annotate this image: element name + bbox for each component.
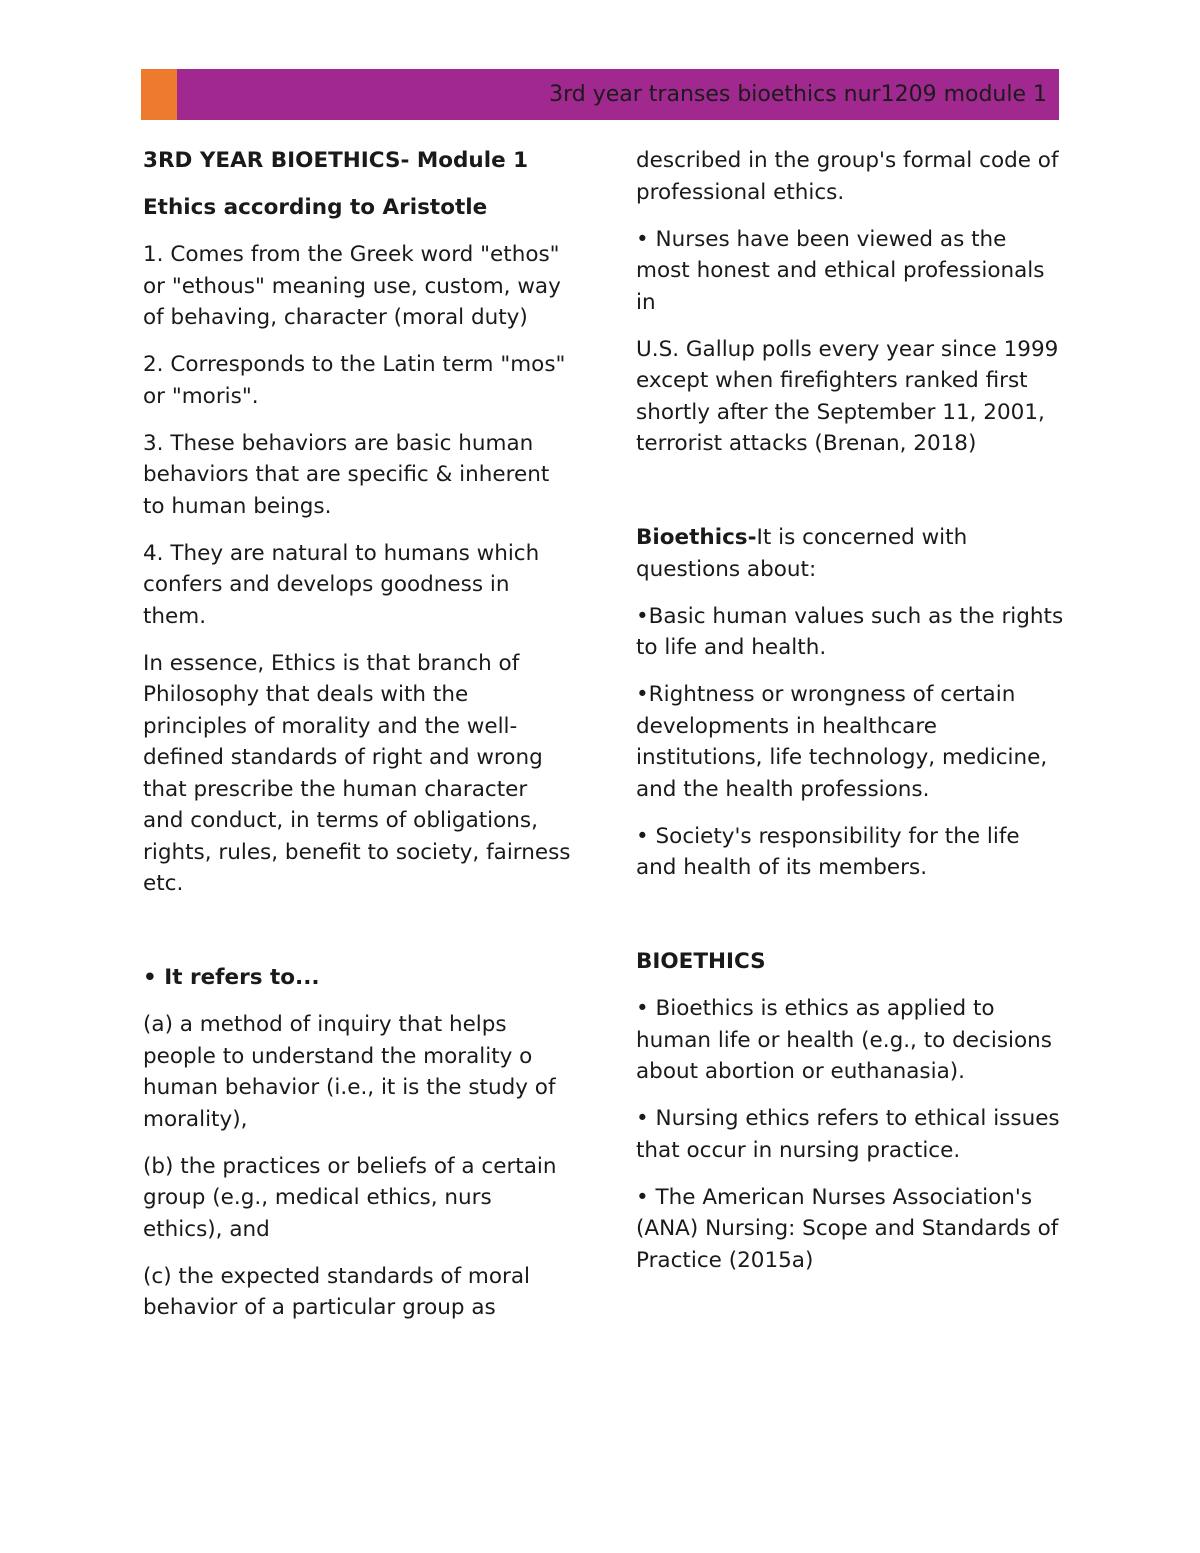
paragraph-2: 2. Corresponds to the Latin term "mos" or "moris". [143,352,566,409]
paragraph-nurses-honest: • Nurses have been viewed as the most honest and ethical professionals in [636,226,1045,315]
paragraph-1: 1. Comes from the Greek word "ethos" or "ethous" meaning use, custom, way of behaving, character (moral duty) [143,242,561,330]
header-title: 3rd year transes bioethics nur1209 module 1 [549,82,1047,107]
header-bar [141,69,1059,120]
section-heading-aristotle: Ethics according to Aristotle [143,195,488,220]
paragraph-essence: In essence, Ethics is that branch of Philosophy that deals with the principles of morality and the well-defined standards of right and wrong that prescribe the human character and conduct, in terms of obligations, rights, rules, benefit to society, fairness etc. [143,650,571,896]
spacer [143,915,573,962]
paragraph-3: 3. These behaviors are basic human behaviors that are specific & inherent to human beings. [143,430,550,519]
right-column [636,145,1066,1292]
bullet-nursing-ethics: • Nursing ethics refers to ethical issues that occur in nursing practice. [636,1106,1060,1163]
left-column [143,145,573,1339]
section-heading-bioethics: BIOETHICS [636,949,766,974]
spacer [636,475,1066,522]
bullet-rightness: •Rightness or wrongness of certain developments in healthcare institutions, life technology, medicine, and the health professions. [636,682,1048,802]
item-c: (c) the expected standards of moral behavior of a particular group as [143,1263,530,1320]
paragraph-4: 4. They are natural to humans which confers and develops goodness in them. [143,540,540,629]
bioethics-label: Bioethics- [636,525,757,550]
paragraph-continued: described in the group's formal code of professional ethics. [636,148,1059,205]
spacer [636,899,1066,946]
document-title: 3RD YEAR BIOETHICS- Module 1 [143,148,529,173]
item-a: (a) a method of inquiry that helps people to understand the morality o human behavior (i.e., it is the study of morality), [143,1012,556,1132]
bullet-bioethics-applied: • Bioethics is ethics as applied to human life or health (e.g., to decisions about abortion or euthanasia). [636,996,1052,1084]
bioethics-text: It is concerned with questions about: [636,525,968,582]
bullet-society: • Society's responsibility for the life and health of its members. [636,823,1020,880]
bullet-human-values: •Basic human values such as the rights to life and health. [636,603,1064,660]
header-accent [141,69,177,120]
paragraph-bioethics-def [636,522,1066,585]
refers-heading: • It refers to... [143,965,320,990]
item-b: (b) the practices or beliefs of a certain group (e.g., medical ethics, nurs ethics), and [143,1153,557,1242]
bullet-ana: • The American Nurses Association's (ANA) Nursing: Scope and Standards of Practice (2015a) [636,1184,1059,1273]
paragraph-gallup: U.S. Gallup polls every year since 1999 except when firefighters ranked first shortly after the September 11, 2001, terrorist attacks (Brenan, 2018) [636,336,1059,456]
